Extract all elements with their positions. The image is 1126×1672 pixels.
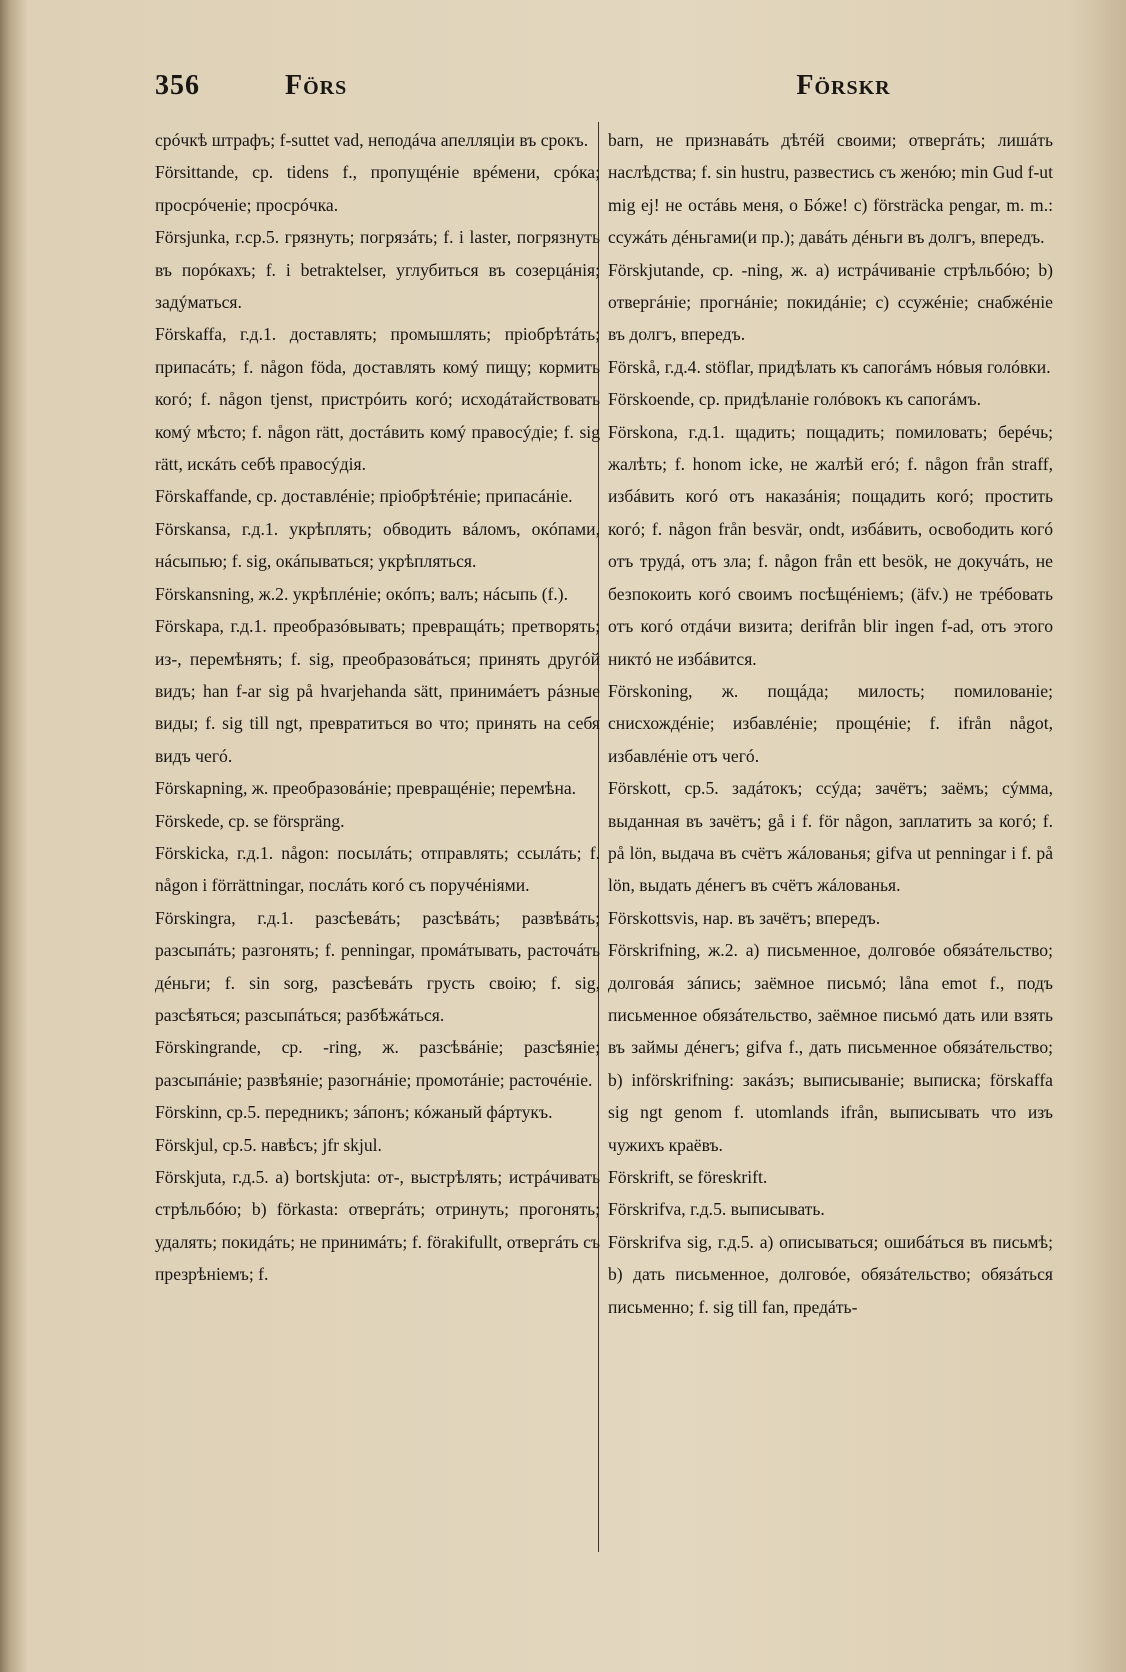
page-number: 356 (155, 70, 200, 101)
dictionary-entry: Förskaffande, ср. доставлéніе; пріобрѣтéніе; припасáніе. (155, 486, 573, 507)
dictionary-entry: Förskinn, ср.5. передникъ; зáпонъ; кóжаный фáртукъ. (155, 1102, 553, 1123)
dictionary-entry: Förskjul, ср.5. навѣсъ; jfr skjul. (155, 1134, 382, 1155)
dictionary-entry: Förskrifva sig, г.д.5. a) описываться; ошибáться въ письмѣ; b) дать письменное, долговóе, обязáтельство; обязáться письменно; f. sig till fan, предáть- (608, 1231, 1053, 1317)
dictionary-entry: Förskjutande, ср. -ning, ж. a) истрáчиваніе стрѣльбóю; b) отвергáніе; прогнáніе; покидáніе; c) ссужéніе; снабжéніе въ долгъ, впередъ. (608, 259, 1053, 345)
dictionary-entry: Förskottsvis, нар. въ зачётъ; впередъ. (608, 907, 881, 928)
page-header (155, 70, 1041, 110)
dictionary-entry: Förskrifva, г.д.5. выписывать. (608, 1199, 825, 1220)
dictionary-entry: Förskingra, г.д.1. разсѣевáть; разсѣвáть; развѣвáть; разсыпáть; разгонять; f. penningar, промáтывать, расточáть дéньги; f. sin sorg, разсѣевáть грусть своію; f. sig, разсѣяться; разсыпáться; разбѣжáться. (155, 907, 600, 1025)
dictionary-entry: Förskjuta, г.д.5. a) bortskjuta: от-, выстрѣлять; истрáчивать стрѣльбóю; b) förkasta: отвергáть; отринуть; прогонять; удалять; покидáть; не принимáть; f. förakifullt, отвергáть съ презрѣніемъ; f. (155, 1167, 600, 1285)
dictionary-entry: Förskansa, г.д.1. укрѣплять; обводить вáломъ, окóпами, нáсыпью; f. sig, окáпываться; укрѣпляться. (155, 518, 600, 572)
dictionary-entry: Förskede, ср. se förspräng. (155, 810, 345, 831)
dictionary-entry: Förskona, г.д.1. щадить; пощадить; помиловать; берéчь; жалѣть; f. honom icke, не жалѣй егó; f. någon från straff, избáвить когó отъ наказáнія; пощадить когó; простить когó; f. någon från besvär, ondt, избáвить, освободить когó отъ трудá, отъ зла; f. någon från ett besök, не докучáть, не безпокоить когó своимъ посѣщéніемъ; (äfv.) не трéбовать отъ когó отдáчи визита; derifrån blir ingen f-ad, отъ этого никтó не избáвится. (608, 421, 1053, 669)
left-column (155, 124, 600, 1291)
dictionary-entry: Förskicka, г.д.1. någon: посылáть; отправлять; ссылáть; f. någon i förrättningar, послáть когó съ поручéніями. (155, 842, 600, 896)
dictionary-entry: Förskoning, ж. пощáда; милость; помилованіе; снисхождéніе; избавлéніе; прощéніе; f. ifrån något, избавлéніе отъ чегó. (608, 680, 1053, 766)
dictionary-entry: Förskingrande, ср. -ring, ж. разсѣвáніе; разсѣяніе; разсыпáніе; развѣяніе; разогнáніе; промотáніе; расточéніе. (155, 1037, 600, 1090)
dictionary-entry: Förskrift, se föreskrift. (608, 1167, 768, 1187)
running-head-right: Förskr (796, 70, 891, 101)
dictionary-entry: срóчкѣ штрафъ; f-suttet vad, неподáча апелляціи въ срокъ. (155, 130, 589, 150)
dictionary-entry: Förskoende, ср. придѣланіе голóвокъ къ сапогáмъ. (608, 389, 981, 410)
dictionary-entry: Förskansning, ж.2. укрѣплéніе; окóпъ; валъ; нáсыпь (f.). (155, 583, 569, 604)
dictionary-entry: Försjunka, г.ср.5. грязнуть; погрязáть; f. i laster, погрязнуть въ порóкахъ; f. i betraktelser, углубиться въ созерцáнія; задýматься. (155, 227, 600, 313)
dictionary-entry: Förskott, ср.5. задáтокъ; ссýда; зачётъ; заёмъ; сýмма, выданная въ зачётъ; gå i f. för någon, заплатить за когó; f. på lön, выдача въ счётъ жáлованья; gifva ut penningar i f. på lön, выдать дéнегъ въ счётъ жáлованья. (608, 778, 1053, 896)
dictionary-entry: Förskapa, г.д.1. преобразóвывать; превращáть; претворять; из-, перемѣнять; f. sig, преобразовáться; принять другóй видъ; han f-ar sig på hvarjehanda sätt, принимáетъ рáзные виды; f. sig till ngt, превратиться во что; принять на себя видъ чегó. (155, 616, 600, 766)
dictionary-entry: Förskå, г.д.4. stöflar, придѣлать къ сапогáмъ нóвыя голóвки. (608, 356, 1051, 377)
dictionary-entry: Förskrifning, ж.2. a) письменное, долговóе обязáтельство; долговáя зáпись; заёмное письмó; låna emot f., подъ письменное обязáтельство, заёмное письмó дать или взять въ займы дéнегъ; gifva f., дать письменное обязáтельство; b) införskrifning: закáзъ; выписываніе; выписка; förskaffa sig ngt genom f. utomlands ifrån, выписывать что изъ чужихъ краёвъ. (608, 940, 1053, 1155)
dictionary-entry: Försittande, ср. tidens f., пропущéніе врéмени, срóка; просрóченіе; просрóчка. (155, 162, 600, 215)
dictionary-entry: Förskapning, ж. преобразовáніе; превращéніе; перемѣна. (155, 778, 577, 799)
right-column (608, 124, 1053, 1323)
dictionary-entry: Förskaffa, г.д.1. доставлять; промышлять; пріобрѣтáть; припасáть; f. någon föda, доставлять комý пищу; кормить когó; f. någon tjenst, пристрóить когó; исходáтайствовать комý мѣсто; f. någon rätt, достáвить комý правосýдіе; f. sig rätt, искáть себѣ правосýдія. (155, 324, 600, 475)
dictionary-entry: barn, не признавáть дѣтéй своими; отвергáть; лишáть наслѣдства; f. sin hustru, развестись съ женóю; min Gud f-ut mig ej! не остáвь меня, о Бóже! c) försträcka pengar, m. m.: ссужáть дéньгами(и пр.); давáть дéньги въ долгъ, впередъ. (608, 130, 1053, 248)
running-head-left: Förs (285, 70, 348, 101)
